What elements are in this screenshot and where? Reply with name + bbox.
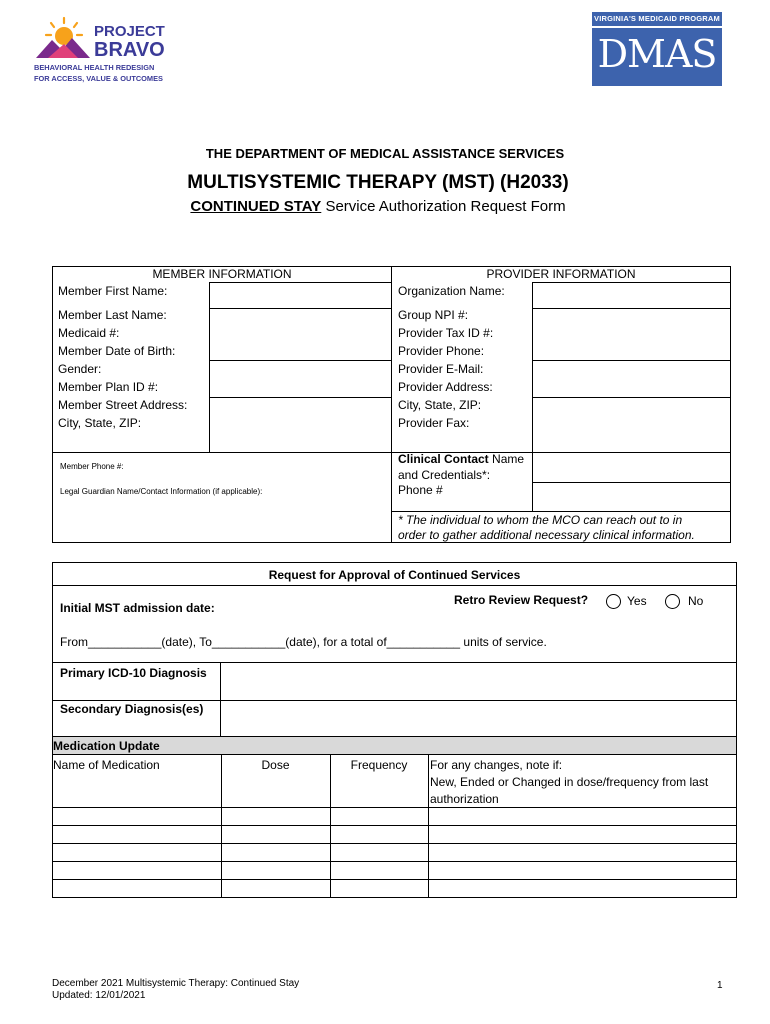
svg-text:PROJECT: PROJECT [94, 23, 165, 40]
gender-label: Gender: [58, 362, 102, 376]
svg-text:BRAVO: BRAVO [94, 39, 165, 61]
clinical-contact-label: Clinical Contact Name [398, 452, 525, 466]
member-id-field[interactable] [211, 310, 390, 359]
col-frequency: Frequency [350, 758, 408, 772]
provider-phone-label: Provider Phone: [398, 344, 485, 358]
retro-review-label: Retro Review Request? [454, 593, 589, 607]
medication-row[interactable] [53, 808, 736, 825]
footer-line2: Updated: 12/01/2021 [52, 990, 146, 1001]
department-heading: THE DEPARTMENT OF MEDICAL ASSISTANCE SERVICES [205, 146, 565, 161]
page-number: 1 [717, 980, 723, 991]
medication-row[interactable] [53, 880, 736, 897]
provider-contact-field[interactable] [534, 362, 729, 396]
provider-email-label: Provider E-Mail: [398, 362, 484, 376]
member-phone-label: Member Phone #: [60, 462, 124, 471]
provider-fax-label: Provider Fax: [398, 416, 470, 430]
svg-text:FOR ACCESS, VALUE & OUTCOMES: FOR ACCESS, VALUE & OUTCOMES [34, 74, 163, 83]
dmas-logo [592, 12, 722, 86]
medication-row[interactable] [53, 862, 736, 879]
provider-tax-id-label: Provider Tax ID #: [398, 326, 494, 340]
medicaid-number-label: Medicaid #: [58, 326, 120, 340]
member-city-label: City, State, ZIP: [58, 416, 142, 430]
secondary-diagnosis-field[interactable] [222, 702, 734, 735]
clinical-contact-field[interactable] [534, 454, 729, 481]
medication-row[interactable] [53, 844, 736, 861]
col-medication-name: Name of Medication [53, 758, 160, 772]
member-last-name-label: Member Last Name: [58, 308, 167, 322]
clinical-note-line1: * The individual to whom the MCO can reach out to in [398, 513, 683, 527]
guardian-label: Legal Guardian Name/Contact Information (if applicable): [60, 487, 263, 496]
member-first-name-label: Member First Name: [58, 284, 168, 298]
clinical-note-line2: order to gather additional necessary clinical information. [398, 528, 695, 542]
col-change-note-3: authorization [430, 792, 499, 806]
provider-info-heading: PROVIDER INFORMATION [486, 267, 636, 281]
primary-diagnosis-label: Primary ICD-10 Diagnosis [60, 666, 207, 680]
member-first-name-field[interactable] [211, 284, 390, 307]
member-dob-label: Member Date of Birth: [58, 344, 176, 358]
secondary-diagnosis-label: Secondary Diagnosis(es) [60, 702, 204, 716]
provider-address-label: Provider Address: [398, 380, 493, 394]
clinical-credentials-label: and Credentials*: [398, 468, 491, 482]
retro-yes-label: Yes [627, 594, 647, 608]
dmas-tagline: VIRGINIA'S MEDICAID PROGRAM [594, 14, 720, 23]
request-heading: Request for Approval of Continued Services [268, 568, 521, 582]
provider-address-field[interactable] [534, 399, 729, 451]
col-change-note-1: For any changes, note if: [430, 758, 563, 772]
footer-line1: December 2021 Multisystemic Therapy: Continued Stay [52, 978, 300, 989]
col-dose: Dose [261, 758, 290, 772]
member-plan-id-label: Member Plan ID #: [58, 380, 159, 394]
provider-id-field[interactable] [534, 310, 729, 359]
provider-city-label: City, State, ZIP: [398, 398, 482, 412]
organization-name-field[interactable] [534, 284, 729, 307]
svg-text:BEHAVIORAL HEALTH REDESIGN: BEHAVIORAL HEALTH REDESIGN [34, 63, 155, 72]
clinical-phone-field[interactable] [534, 484, 729, 510]
service-dates-line: From___________(date), To___________(date), for a total of___________ units of service. [60, 635, 547, 649]
col-change-note-2: New, Ended or Changed in dose/frequency from last [430, 775, 709, 789]
admission-date-label: Initial MST admission date: [60, 601, 215, 615]
primary-diagnosis-field[interactable] [222, 664, 734, 698]
form-subtitle: CONTINUED STAY Service Authorization Request Form [190, 198, 566, 215]
member-address-field[interactable] [211, 399, 390, 451]
member-street-label: Member Street Address: [58, 398, 188, 412]
clinical-phone-label: Phone # [398, 483, 443, 497]
retro-yes-radio[interactable] [606, 594, 621, 609]
retro-no-radio[interactable] [665, 594, 680, 609]
medication-row[interactable] [53, 826, 736, 843]
retro-no-label: No [688, 594, 704, 608]
project-bravo-logo [34, 14, 194, 86]
sun-mountain-icon [34, 14, 194, 86]
member-gender-field[interactable] [211, 362, 390, 396]
organization-name-label: Organization Name: [398, 284, 505, 298]
medication-heading: Medication Update [53, 739, 160, 753]
form-title: MULTISYSTEMIC THERAPY (MST) (H2033) [187, 172, 569, 193]
member-info-heading: MEMBER INFORMATION [152, 267, 292, 281]
dmas-wordmark: DMAS [597, 32, 717, 76]
group-npi-label: Group NPI #: [398, 308, 469, 322]
